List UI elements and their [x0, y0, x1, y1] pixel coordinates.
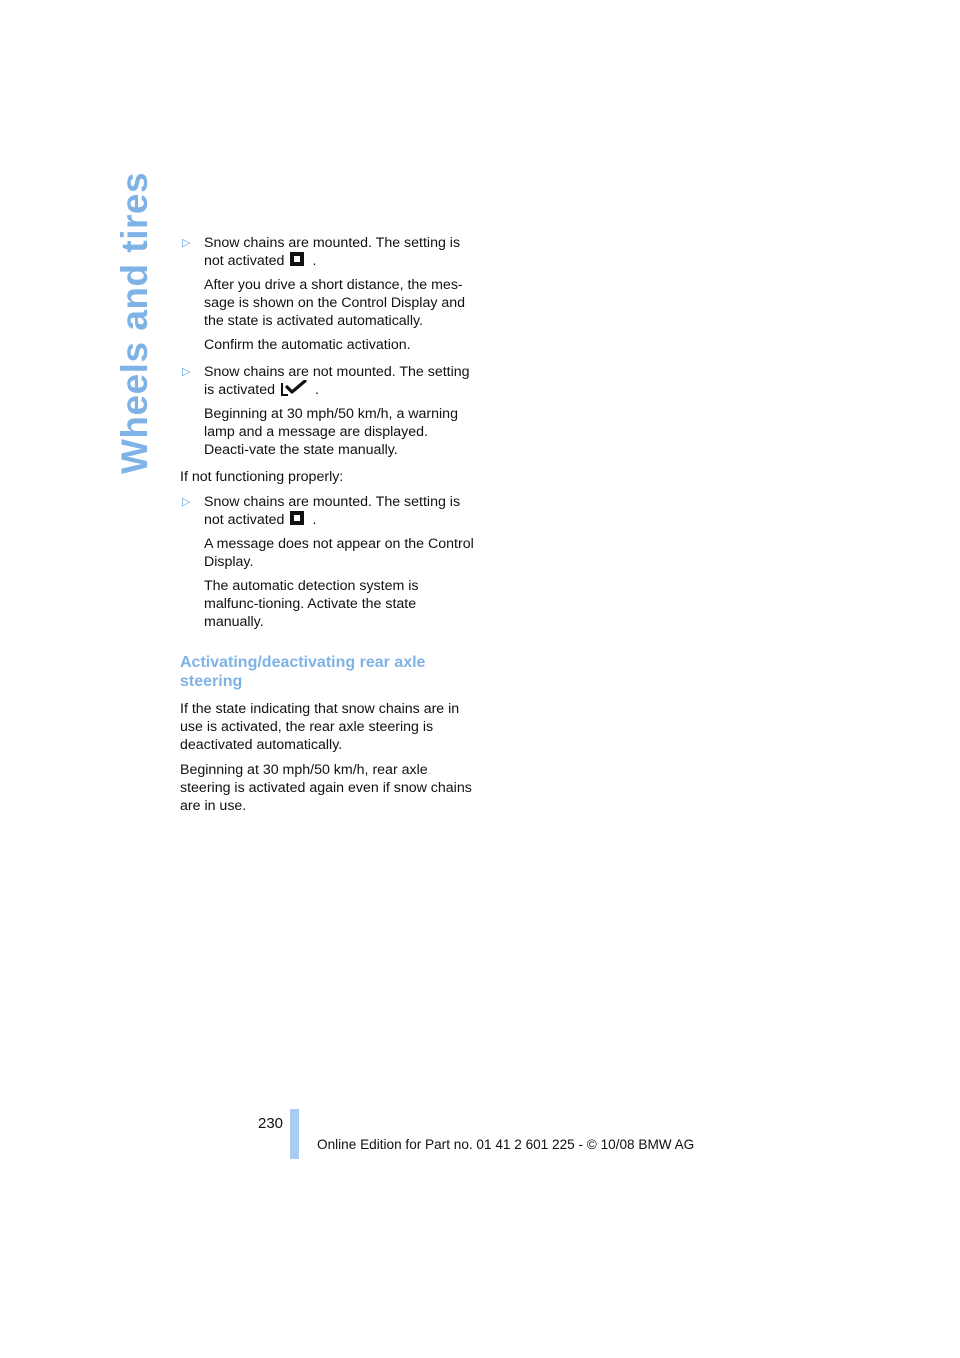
list-item-text: Snow chains are mounted. The setting is not activated . — [204, 494, 461, 528]
bullet-icon: ▷ — [182, 496, 191, 508]
list-item-text: The automatic detection system is malfunc-tioning. Activate the state manually. — [204, 578, 419, 630]
list-item — [180, 493, 476, 631]
list-item-text: Confirm the automatic activation. — [204, 337, 411, 353]
paragraph: If the state indicating that snow chains are in use is activated, the rear axle steering is deactivated automatically. — [180, 701, 460, 753]
list-item-text: After you drive a short distance, the mes-sage is shown on the Control Display and the state is activated automatically. — [204, 277, 466, 329]
paragraph: Beginning at 30 mph/50 km/h, rear axle steering is activated again even if snow chains are in use. — [180, 762, 472, 814]
list-item — [180, 363, 476, 459]
square-icon — [290, 511, 304, 525]
list-item-text: Snow chains are mounted. The setting is not activated . — [204, 235, 461, 269]
bullet-icon: ▷ — [182, 366, 191, 378]
page-content — [180, 234, 476, 822]
bullet-icon: ▷ — [182, 237, 191, 249]
square-icon — [290, 252, 304, 266]
list-item-text: A message does not appear on the Control Display. — [204, 536, 474, 570]
checkmark-icon — [281, 380, 307, 396]
section-side-title: Wheels and tires — [114, 171, 155, 474]
footer-text: Online Edition for Part no. 01 41 2 601 225 - © 10/08 BMW AG — [317, 1137, 695, 1152]
list-item — [180, 234, 476, 354]
paragraph: If not functioning properly: — [180, 469, 344, 485]
list-item-text: Beginning at 30 mph/50 km/h, a warning lamp and a message are displayed. Deacti-vate the state manually. — [204, 406, 458, 458]
list-item-text: Snow chains are not mounted. The setting is activated . — [204, 364, 470, 398]
section-heading: Activating/deactivating rear axle steering — [180, 654, 426, 690]
footer-accent-bar — [290, 1109, 299, 1159]
page-number: 230 — [258, 1115, 284, 1132]
